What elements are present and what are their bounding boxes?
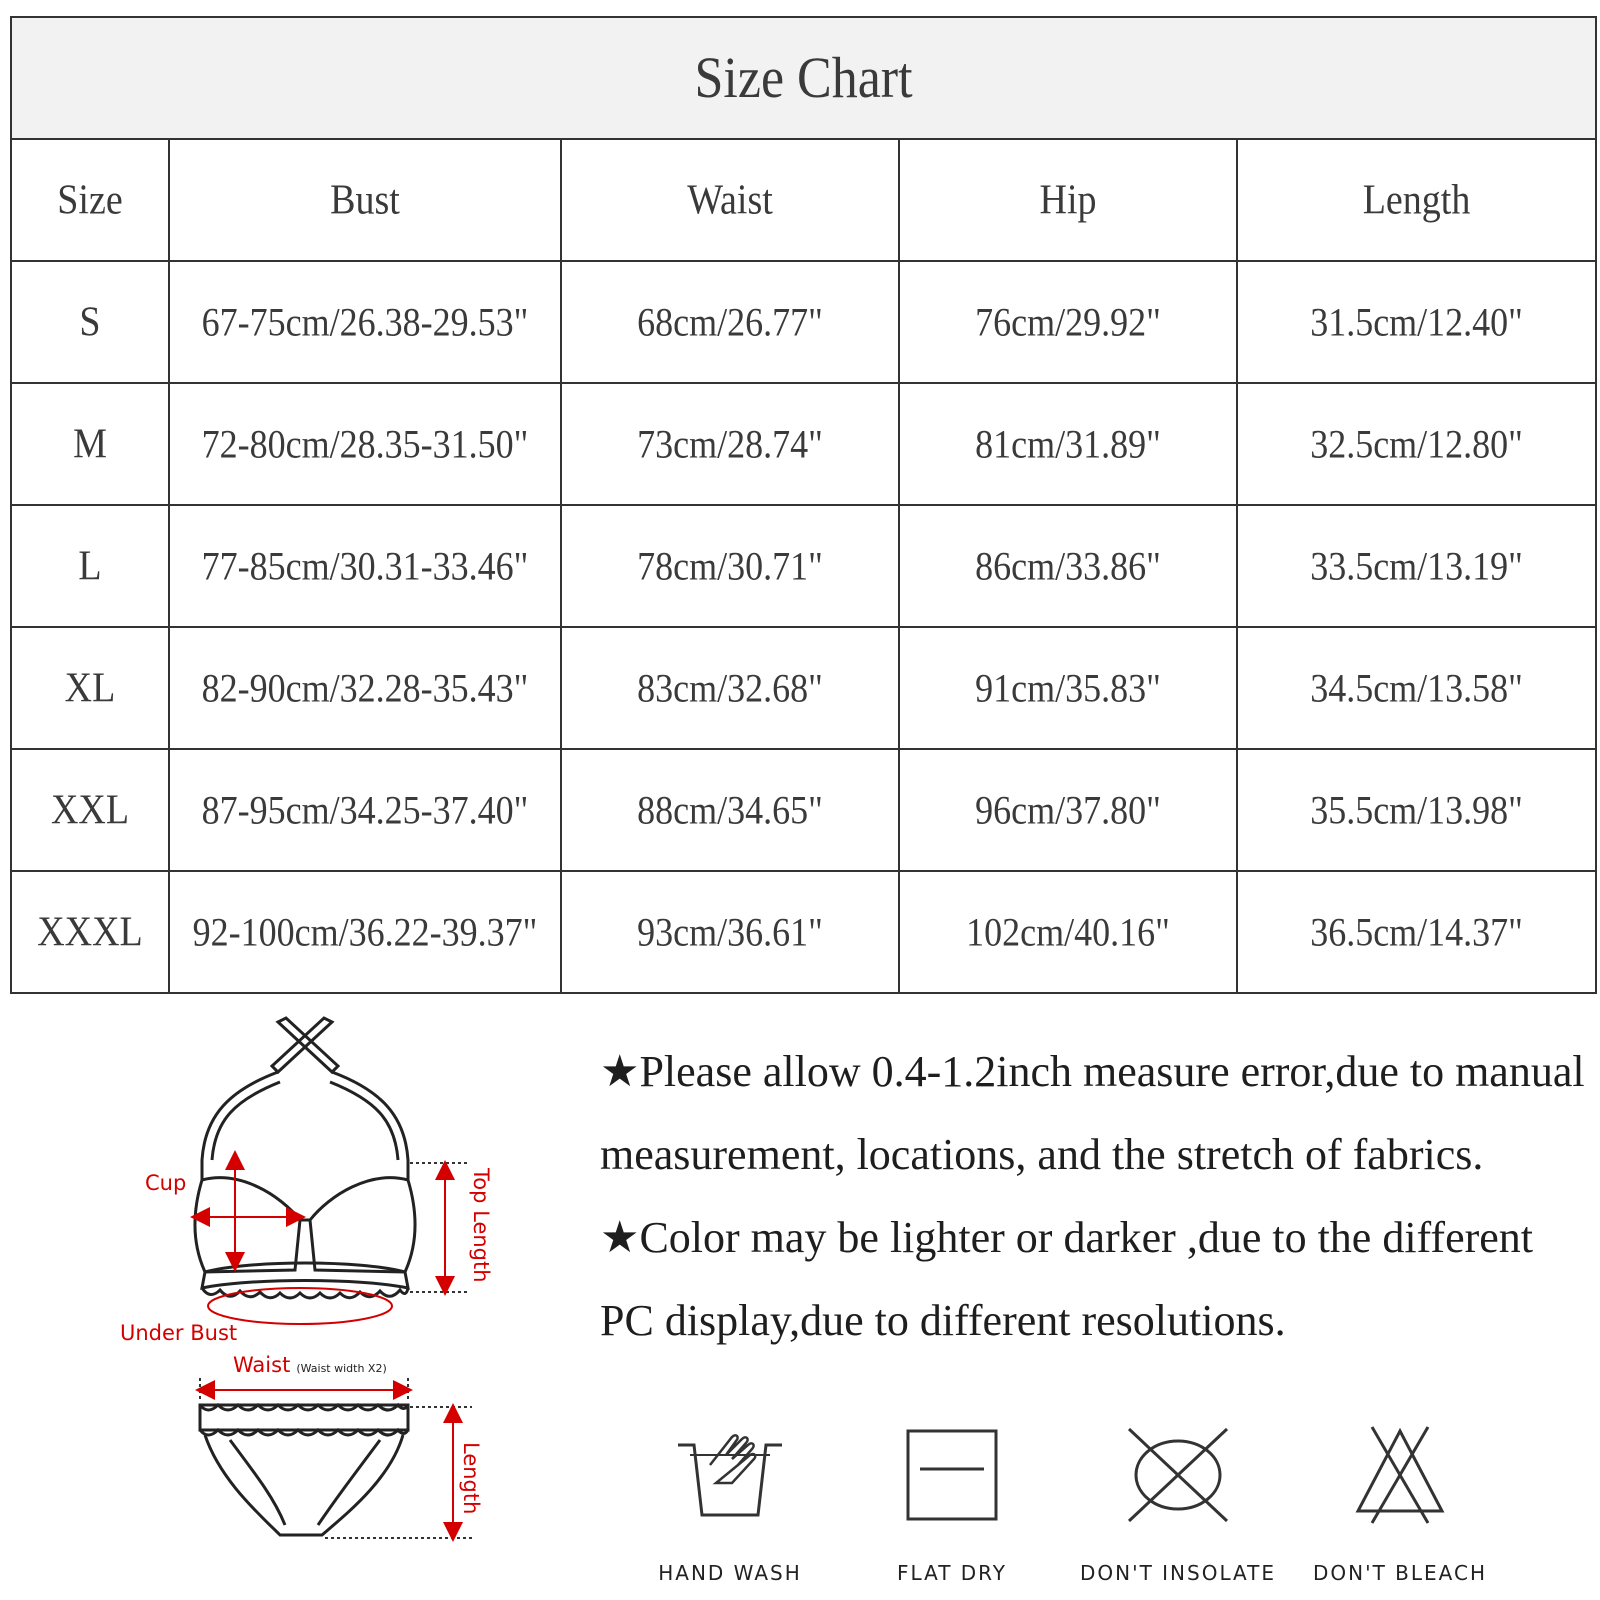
size-value: S <box>11 261 169 383</box>
column-header-bust: Bust <box>169 139 561 261</box>
table-row <box>11 749 1596 871</box>
length-value: 35.5cm/13.98" <box>1237 749 1596 871</box>
care-label: DON'T INSOLATE <box>1079 1561 1277 1585</box>
table-row <box>11 627 1596 749</box>
hip-value: 81cm/31.89" <box>899 383 1237 505</box>
under-bust-label: Under Bust <box>120 1321 238 1345</box>
care-item-flat-dry <box>842 1425 1062 1585</box>
hip-value: 102cm/40.16" <box>899 871 1237 993</box>
column-header-hip: Hip <box>899 139 1237 261</box>
size-value: XL <box>11 627 169 749</box>
care-item-dont-bleach <box>1290 1425 1510 1585</box>
length-value: 32.5cm/12.80" <box>1237 383 1596 505</box>
size-value: XXL <box>11 749 169 871</box>
care-label: DON'T BLEACH <box>1312 1561 1487 1585</box>
care-item-hand-wash <box>620 1425 840 1585</box>
care-item-dont-insolate <box>1068 1425 1288 1585</box>
top-length-marker <box>410 1163 470 1292</box>
column-header-length: Length <box>1237 139 1596 261</box>
hip-value: 76cm/29.92" <box>899 261 1237 383</box>
bust-value: 72-80cm/28.35-31.50" <box>169 383 561 505</box>
waist-value: 73cm/28.74" <box>561 383 899 505</box>
table-row <box>11 505 1596 627</box>
table-row <box>11 261 1596 383</box>
bikini-diagram <box>110 1010 550 1590</box>
waist-value: 78cm/30.71" <box>561 505 899 627</box>
size-table <box>10 16 1597 994</box>
length-value: 34.5cm/13.58" <box>1237 627 1596 749</box>
table-row <box>11 871 1596 993</box>
size-value: M <box>11 383 169 505</box>
care-label: HAND WASH <box>658 1561 802 1585</box>
flat-dry-icon <box>902 1425 1002 1525</box>
bust-value: 82-90cm/32.28-35.43" <box>169 627 561 749</box>
dont-insolate-icon <box>1123 1425 1233 1525</box>
waist-label <box>233 1353 387 1377</box>
size-value: L <box>11 505 169 627</box>
dont-bleach-icon <box>1350 1425 1450 1525</box>
table-row <box>11 383 1596 505</box>
note-measure-error: ★Please allow 0.4-1.2inch measure error,due to manual measurement, locations, and the stretch of fabrics. <box>600 1047 1585 1179</box>
waist-value: 93cm/36.61" <box>561 871 899 993</box>
length-value: 33.5cm/13.19" <box>1237 505 1596 627</box>
cup-arrows <box>200 1160 296 1262</box>
cup-label: Cup <box>145 1171 187 1195</box>
waist-value: 83cm/32.68" <box>561 627 899 749</box>
bust-value: 77-85cm/30.31-33.46" <box>169 505 561 627</box>
header-row <box>11 139 1596 261</box>
column-header-size: Size <box>11 139 169 261</box>
hip-value: 86cm/33.86" <box>899 505 1237 627</box>
bust-value: 67-75cm/26.38-29.53" <box>169 261 561 383</box>
length-marker <box>325 1407 472 1538</box>
length-value: 31.5cm/12.40" <box>1237 261 1596 383</box>
measurement-diagram <box>110 1010 550 1590</box>
column-header-waist: Waist <box>561 139 899 261</box>
top-length-label: Top Length <box>469 1168 493 1283</box>
waist-value: 88cm/34.65" <box>561 749 899 871</box>
size-chart <box>10 16 1595 994</box>
chart-title: Size Chart <box>11 17 1596 139</box>
length-value: 36.5cm/14.37" <box>1237 871 1596 993</box>
note-color: ★Color may be lighter or darker ,due to the different PC display,due to different resolutions. <box>600 1213 1534 1345</box>
waist-label-text: Waist <box>233 1353 291 1377</box>
bust-value: 87-95cm/34.25-37.40" <box>169 749 561 871</box>
bust-value: 92-100cm/36.22-39.37" <box>169 871 561 993</box>
waist-note: (Waist width X2) <box>296 1362 387 1375</box>
hip-value: 91cm/35.83" <box>899 627 1237 749</box>
bottom-outline <box>200 1405 408 1535</box>
hand-wash-icon <box>670 1425 790 1525</box>
waist-value: 68cm/26.77" <box>561 261 899 383</box>
title-row <box>11 17 1596 139</box>
waist-marker <box>200 1378 408 1402</box>
top-outline <box>195 1018 415 1298</box>
notes <box>600 1030 1590 1362</box>
hip-value: 96cm/37.80" <box>899 749 1237 871</box>
care-label: FLAT DRY <box>896 1561 1008 1585</box>
length-label: Length <box>459 1442 483 1515</box>
size-value: XXXL <box>11 871 169 993</box>
